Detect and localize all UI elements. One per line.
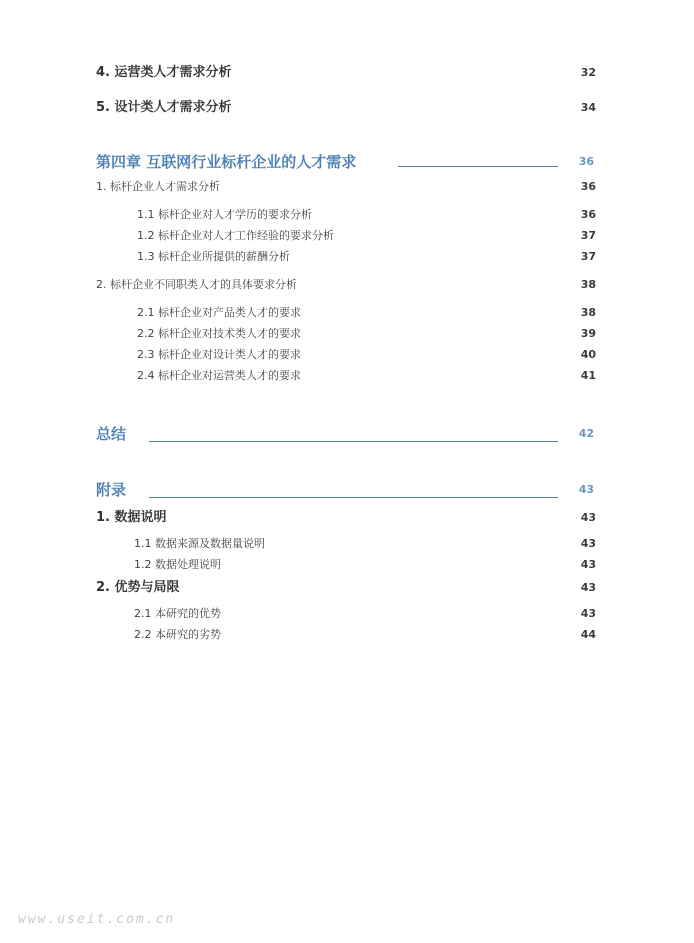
toc-entry-label: 1.2 数据处理说明 — [134, 558, 221, 571]
toc-entry-label: 1.1 标杆企业对人才学历的要求分析 — [137, 208, 312, 221]
toc-entry-label: 2.3 标杆企业对设计类人才的要求 — [137, 348, 301, 361]
watermark: www.useit.com.cn — [18, 912, 176, 927]
toc-entry[interactable] — [0, 225, 694, 247]
chapter-title: 总结 — [96, 425, 127, 443]
toc-entry-page: 36 — [580, 180, 596, 193]
toc-entry-label: 1.3 标杆企业所提供的薪酬分析 — [137, 250, 290, 263]
toc-entry-label: 2.2 本研究的劣势 — [134, 628, 221, 641]
toc-entry-label: 1. 标杆企业人才需求分析 — [96, 180, 220, 193]
toc-entry-label: 5. 设计类人才需求分析 — [96, 100, 232, 115]
toc-entry[interactable] — [0, 533, 694, 555]
toc-entry[interactable] — [0, 274, 694, 296]
toc-entry-page: 43 — [580, 558, 596, 571]
toc-entry-label: 1. 数据说明 — [96, 510, 167, 525]
toc-entry-page: 36 — [580, 208, 596, 221]
toc-entry[interactable] — [0, 176, 694, 198]
toc-entry-page: 43 — [580, 537, 596, 550]
toc-chapter[interactable] — [0, 151, 694, 173]
toc-entry[interactable] — [0, 365, 694, 387]
toc-entry-page: 39 — [580, 327, 596, 340]
chapter-title: 附录 — [96, 481, 127, 499]
chapter-underline — [398, 166, 558, 167]
toc-entry[interactable] — [0, 62, 694, 84]
toc-entry-label: 2.2 标杆企业对技术类人才的要求 — [137, 327, 301, 340]
toc-entry-label: 2.1 标杆企业对产品类人才的要求 — [137, 306, 301, 319]
toc-entry[interactable] — [0, 246, 694, 268]
toc-entry[interactable] — [0, 302, 694, 324]
chapter-underline — [149, 497, 558, 498]
chapter-page: 36 — [578, 155, 594, 168]
toc-entry-page: 41 — [580, 369, 596, 382]
chapter-page: 42 — [578, 427, 594, 440]
toc-entry-page: 34 — [580, 101, 596, 114]
toc-entry-label: 2.1 本研究的优势 — [134, 607, 221, 620]
toc-entry-label: 1.2 标杆企业对人才工作经验的要求分析 — [137, 229, 334, 242]
toc-entry-label: 1.1 数据来源及数据量说明 — [134, 537, 265, 550]
toc-entry-page: 37 — [580, 229, 596, 242]
toc-entry-page: 32 — [580, 66, 596, 79]
chapter-underline — [149, 441, 558, 442]
toc-entry-label: 2. 标杆企业不同职类人才的具体要求分析 — [96, 278, 297, 291]
toc-entry[interactable] — [0, 323, 694, 345]
toc-entry-page: 44 — [580, 628, 596, 641]
toc-entry-label: 2. 优势与局限 — [96, 580, 180, 595]
toc-entry[interactable] — [0, 97, 694, 119]
toc-entry[interactable] — [0, 554, 694, 576]
toc-entry-page: 38 — [580, 278, 596, 291]
toc-entry-page: 43 — [580, 607, 596, 620]
toc-entry-page: 40 — [580, 348, 596, 361]
toc-entry[interactable] — [0, 603, 694, 625]
chapter-title: 第四章 互联网行业标杆企业的人才需求 — [96, 153, 357, 171]
toc-entry[interactable] — [0, 507, 694, 529]
toc-entry-page: 43 — [580, 581, 596, 594]
toc-entry-page: 37 — [580, 250, 596, 263]
toc-entry[interactable] — [0, 577, 694, 599]
toc-entry-page: 38 — [580, 306, 596, 319]
toc-entry-label: 2.4 标杆企业对运营类人才的要求 — [137, 369, 301, 382]
toc-entry[interactable] — [0, 204, 694, 226]
toc-entry-page: 43 — [580, 511, 596, 524]
toc-entry[interactable] — [0, 344, 694, 366]
toc-entry-label: 4. 运营类人才需求分析 — [96, 65, 232, 80]
chapter-page: 43 — [578, 483, 594, 496]
toc-entry[interactable] — [0, 624, 694, 646]
